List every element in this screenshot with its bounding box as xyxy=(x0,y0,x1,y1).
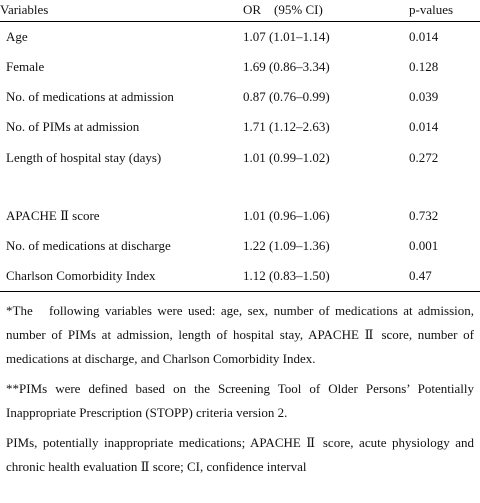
row-or: 1.01 (0.96–1.06) xyxy=(243,207,330,223)
row-p-value: 0.128 xyxy=(409,58,439,74)
table-row xyxy=(0,231,480,261)
footnote-variables-used: *The following variables were used: age, sex, number of medications at admission, number of PIMs at admission, length of hospital stay, APACHE Ⅱ score, number of medications at discharge, and Charlson Comorbidity Index. xyxy=(6,303,474,366)
row-p-value: 0.014 xyxy=(409,28,439,44)
table-row xyxy=(0,21,480,51)
row-or: 1.71 (1.12–2.63) xyxy=(243,119,330,135)
row-p-value: 0.47 xyxy=(409,261,480,291)
row-variable: No. of medications at admission xyxy=(6,88,174,104)
table-header-row xyxy=(0,0,480,21)
footnote-abbreviations: PIMs, potentially inappropriate medications; APACHE Ⅱ score, acute physiology and chronic health evaluation Ⅱ score; CI, confidence interval xyxy=(6,435,474,474)
row-p-value: 0.014 xyxy=(409,119,439,135)
row-p-value: 0.039 xyxy=(409,88,439,104)
row-variable: Female xyxy=(6,58,45,74)
row-or: 1.01 (0.99–1.02) xyxy=(243,149,330,165)
table-row xyxy=(0,51,480,81)
row-variable: No. of medications at discharge xyxy=(6,238,171,254)
row-p-value: 0.732 xyxy=(409,207,439,223)
footnote-pims-definition: **PIMs were defined based on the Screening Tool of Older Persons’ Potentially Inappropriate Prescription (STOPP) criteria version 2. xyxy=(6,381,474,420)
row-or: 1.22 (1.09–1.36) xyxy=(243,238,330,254)
row-variable: APACHE Ⅱ score xyxy=(6,207,100,223)
table-spacer-row xyxy=(0,172,480,200)
header-variables: Variables xyxy=(0,0,243,21)
header-p-values: p-values xyxy=(409,0,480,21)
row-or: 0.87 (0.76–0.99) xyxy=(243,88,330,104)
row-p-value: 0.001 xyxy=(409,238,439,254)
table-footnotes xyxy=(6,299,474,479)
row-variable: Length of hospital stay (days) xyxy=(6,149,162,165)
table-row xyxy=(0,261,480,291)
row-or: 1.69 (0.86–3.34) xyxy=(243,58,330,74)
row-p-value: 0.272 xyxy=(409,149,439,165)
row-variable: Age xyxy=(6,28,28,44)
table-row xyxy=(0,82,480,112)
row-variable: No. of PIMs at admission xyxy=(6,119,140,135)
row-or: 1.12 (0.83–1.50) xyxy=(243,261,409,291)
table-row xyxy=(0,112,480,142)
header-or: OR (95% CI) xyxy=(243,0,409,21)
row-or: 1.07 (1.01–1.14) xyxy=(243,28,330,44)
table-row xyxy=(0,142,480,172)
row-variable: Charlson Comorbidity Index xyxy=(0,261,243,291)
table-row xyxy=(0,200,480,230)
